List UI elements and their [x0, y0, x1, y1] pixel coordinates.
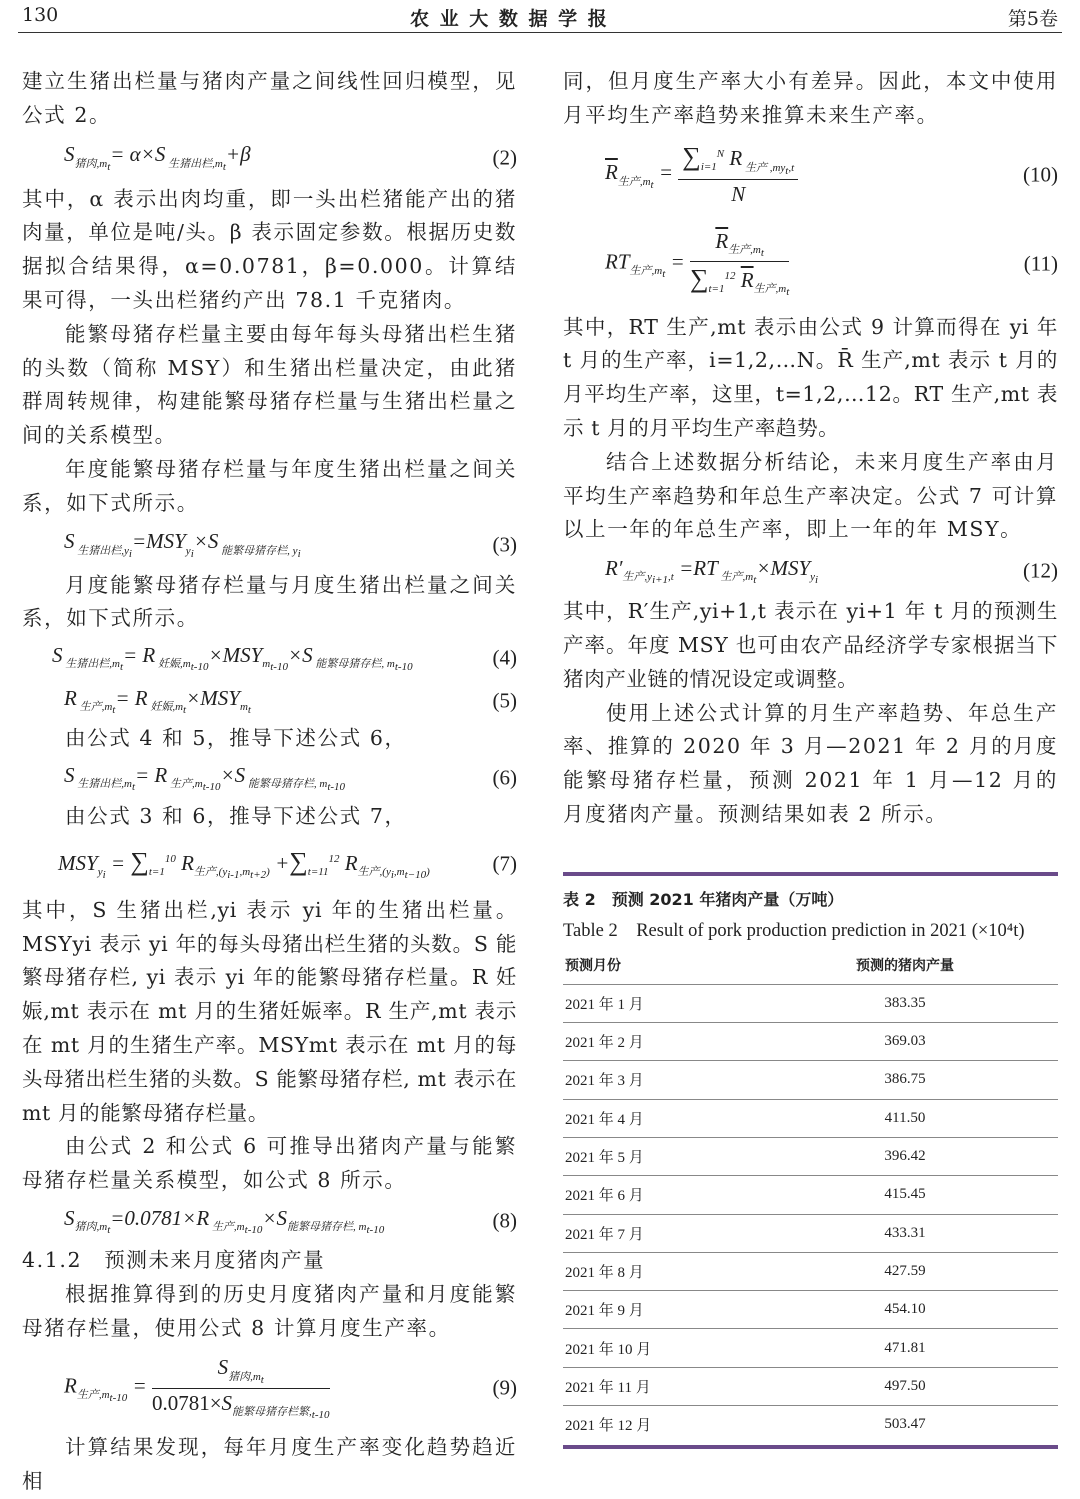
month-cell: 2021 年 12 月 [565, 1418, 652, 1435]
table-row [563, 1368, 1058, 1406]
page-number: 130 [22, 4, 59, 26]
production-cell: 427.59 [884, 1262, 926, 1279]
production-cell: 369.03 [884, 1033, 926, 1050]
paragraph: 由公式 2 和公式 6 可推导出猪肉产量与能繁母猪存栏量关系模型，如公式 8 所示。 [22, 1134, 517, 1193]
table-row [563, 1100, 1058, 1138]
month-cell: 2021 年 4 月 [565, 1111, 644, 1128]
equation-row [22, 680, 517, 722]
table-2 [563, 872, 1058, 1450]
equation-7: $MSY_{y_i} = \sum_{t=1}^{10}$ $R_{生产,(y_{i-1},m_{t+2})} +\sum_{t=11}^{12}$ $R_{生产,(y_i,m_{t-10})}$ [58, 846, 430, 881]
equation-row [22, 1198, 517, 1244]
paragraph: 根据推算得到的历史月度猪肉产量和月度能繁母猪存栏量，使用公式 8 计算月度生产率。 [22, 1281, 517, 1340]
paragraph: 结合上述数据分析结论，未来月度生产率由月平均生产率趋势和年总生产率决定。公式 7 可计算以上一年的年总生产率，即上一年的年 MSY。 [563, 449, 1058, 542]
table-row [563, 1061, 1058, 1099]
table-row [563, 1138, 1058, 1176]
equation-number: (4) [489, 646, 518, 671]
equation-number: (10) [1019, 162, 1058, 187]
equation-row [22, 133, 517, 183]
month-cell: 2021 年 11 月 [565, 1379, 651, 1396]
equation-number: (2) [489, 145, 518, 170]
paragraph: 年度能繁母猪存栏量与年度生猪出栏量之间关系，如下式所示。 [22, 456, 517, 515]
column-header: 预测的猪肉产量 [856, 957, 954, 974]
equation-8: $S_{猪肉,m_t}=0.0781\times R$ $_{生产,m_{t-10}}\times S_{能繁母猪存栏, m_{t-10}}$ [64, 1205, 385, 1237]
paragraph: 由公式 3 和 6，推导下述公式 7， [65, 803, 407, 828]
table-body [563, 985, 1058, 1444]
equation-3: S $_{生猪出栏,y_i}=MSY_{y_i}\times S$ $_{能繁母猪存栏, y_i}$ [64, 529, 301, 560]
month-cell: 2021 年 6 月 [565, 1188, 644, 1205]
paragraph: 由公式 4 和 5，推导下述公式 6， [65, 726, 407, 751]
paragraph: 其中，S 生猪出栏,yi 表示 yi 年的生猪出栏量。MSYyi 表示 yi 年的每头母猪出栏生猪的头数。S 能繁母猪存栏, yi 表示 yi 年的能繁母猪存栏量。R 妊娠,mt 表示在 mt 月的生猪妊娠率。R 生产,mt 表示在 mt 月的生猪生产率。MSYmt 表示在 mt 月的每头母猪出栏生猪的头数。S 能繁母猪存栏, mt 表示在 mt 月的能繁母猪存栏量。 [22, 897, 517, 1125]
equation-number: (8) [489, 1208, 518, 1233]
equation-number: (12) [1019, 559, 1058, 584]
equation-9: $R_{生产,m_{t-10}}$ = $\frac{S_{猪肉,m_t}}{0.0781\times S_{能繁母猪存栏繁,_{t-10}}}$ [64, 1355, 330, 1422]
production-cell: 503.47 [884, 1416, 926, 1433]
production-cell: 471.81 [884, 1339, 926, 1356]
left-column [22, 65, 517, 1499]
section-heading: 4.1.2 预测未来月度猪肉产量 [22, 1247, 326, 1272]
month-cell: 2021 年 9 月 [565, 1303, 644, 1320]
equation-row [563, 217, 1058, 311]
table-bottom-rule [563, 1445, 1058, 1449]
month-cell: 2021 年 3 月 [565, 1073, 644, 1090]
table-row [563, 1329, 1058, 1367]
table-caption-english: Table 2 Result of pork production prediction in 2021 (×10⁴t) [563, 920, 1025, 941]
table-row [563, 1176, 1058, 1214]
equation-number: (5) [489, 689, 518, 714]
table-row [563, 1291, 1058, 1329]
equation-row [22, 1345, 517, 1431]
table-row [563, 1215, 1058, 1253]
equation-10: $\overline{R}_{生产,m_t}$ = $\frac{\sum_{i=1}^N R _{生产 ,my_t,t}}{N}$ [605, 142, 798, 206]
equation-row [22, 834, 517, 894]
month-cell: 2021 年 1 月 [565, 996, 644, 1013]
production-cell: 383.35 [884, 994, 926, 1011]
equation-row [563, 133, 1058, 217]
equation-12: $R'_{生产,y_{i+1},t} =RT$ $_{生产,m_t}\times MSY_{y_i}$ [605, 555, 819, 587]
month-cell: 2021 年 10 月 [565, 1341, 652, 1358]
table-row [563, 1253, 1058, 1291]
equation-row [563, 547, 1058, 595]
table-row [563, 1406, 1058, 1443]
right-column [563, 65, 1058, 1449]
production-cell: 415.45 [884, 1186, 926, 1203]
paragraph: 其中，R′生产,yi+1,t 表示在 yi+1 年 t 月的预测生产率。年度 MSY 也可由农产品经济学专家根据当下猪肉产业链的情况设定或调整。 [563, 599, 1058, 691]
table-row [563, 985, 1058, 1023]
equation-number: (9) [489, 1376, 518, 1401]
paragraph: 月度能繁母猪存栏量与月度生猪出栏量之间关系，如下式所示。 [22, 572, 517, 631]
production-cell: 454.10 [884, 1301, 926, 1318]
paragraph: 能繁母猪存栏量主要由每年每头母猪出栏生猪的头数（简称 MSY）和生猪出栏量决定，由此猪群周转规律，构建能繁母猪存栏量与生猪出栏量之间的关系模型。 [22, 321, 517, 448]
paragraph: 其中，RT 生产,mt 表示由公式 9 计算而得在 yi 年 t 月的生产率，i=1,2,…N。R̄ 生产,mt 表示 t 月的月平均生产率，这里，t=1,2,…12。RT 生产,mt 表示 t 月的月平均生产率趋势。 [563, 314, 1058, 440]
equation-2: $S_{猪肉,m_t}= \alpha\times S$ $_{生猪出栏,m_t}$+β [64, 142, 251, 173]
column-header: 预测月份 [565, 957, 621, 974]
equation-number: (7) [489, 851, 518, 876]
paragraph: 其中，α 表示出肉均重，即一头出栏猪能产出的猪肉量，单位是吨/头。β 表示固定参数。根据历史数据拟合结果得，α=0.0781，β=0.000。计算结果可得，一头出栏猪约产出 78.1 千克猪肉。 [22, 186, 517, 312]
table-header [563, 946, 1058, 985]
equation-row [22, 636, 517, 680]
month-cell: 2021 年 7 月 [565, 1226, 644, 1243]
production-cell: 497.50 [884, 1377, 926, 1394]
journal-title: 农 业 大 数 据 学 报 [410, 8, 609, 30]
table-caption: 表 2 预测 2021 年猪肉产量（万吨） [563, 889, 844, 909]
month-cell: 2021 年 8 月 [565, 1264, 644, 1281]
equation-number: (6) [489, 765, 518, 790]
paragraph: 同，但月度生产率大小有差异。因此，本文中使用月平均生产率趋势来推算未来生产率。 [563, 69, 1058, 127]
table-top-rule [563, 872, 1058, 876]
equation-5: R $_{生产,m_t}$= R $_{妊娠,m_t}\times MSY_{m_t}$ [64, 685, 251, 717]
volume: 第5卷 [1007, 8, 1058, 30]
equation-4: S $_{生猪出栏,m_t}$= R $_{妊娠,m_{t-10}}\times MSY_{m_{t-10}}\times S$ $_{能繁母猪存栏, m_{t-10}}$ [52, 642, 413, 674]
equation-number: (3) [489, 532, 518, 557]
table-row [563, 1023, 1058, 1061]
paragraph: 建立生猪出栏量与猪肉产量之间线性回归模型，见公式 2。 [22, 69, 517, 127]
equation-row [22, 521, 517, 569]
production-cell: 433.31 [884, 1224, 926, 1241]
production-cell: 411.50 [884, 1109, 926, 1126]
equation-11: $RT_{生产,m_t}$ = $\frac{\overline{R}_{生产,m_t}}{\sum_{t=1}^{12} \overline{R}_{生产,m_t}}$ [605, 228, 790, 299]
month-cell: 2021 年 2 月 [565, 1035, 644, 1052]
equation-row [22, 756, 517, 800]
paragraph: 计算结果发现，每年月度生产率变化趋势趋近相 [22, 1435, 517, 1494]
production-cell: 386.75 [884, 1071, 926, 1088]
equation-number: (11) [1020, 251, 1058, 276]
equation-6: S $_{生猪出栏,m_t}$= R $_{生产,m_{t-10}}$×S $_{能繁母猪存栏, m_{t-10}}$ [64, 762, 346, 794]
header-rule [18, 32, 1062, 33]
paragraph: 使用上述公式计算的月生产率趋势、年总生产率、推算的 2020 年 3 月—2021 年 2 月的月度能繁母猪存栏量，预测 2021 年 1 月—12 月的月度猪肉产量。预测结果如表 2 所示。 [563, 700, 1058, 826]
production-cell: 396.42 [884, 1148, 926, 1165]
month-cell: 2021 年 5 月 [565, 1150, 644, 1167]
